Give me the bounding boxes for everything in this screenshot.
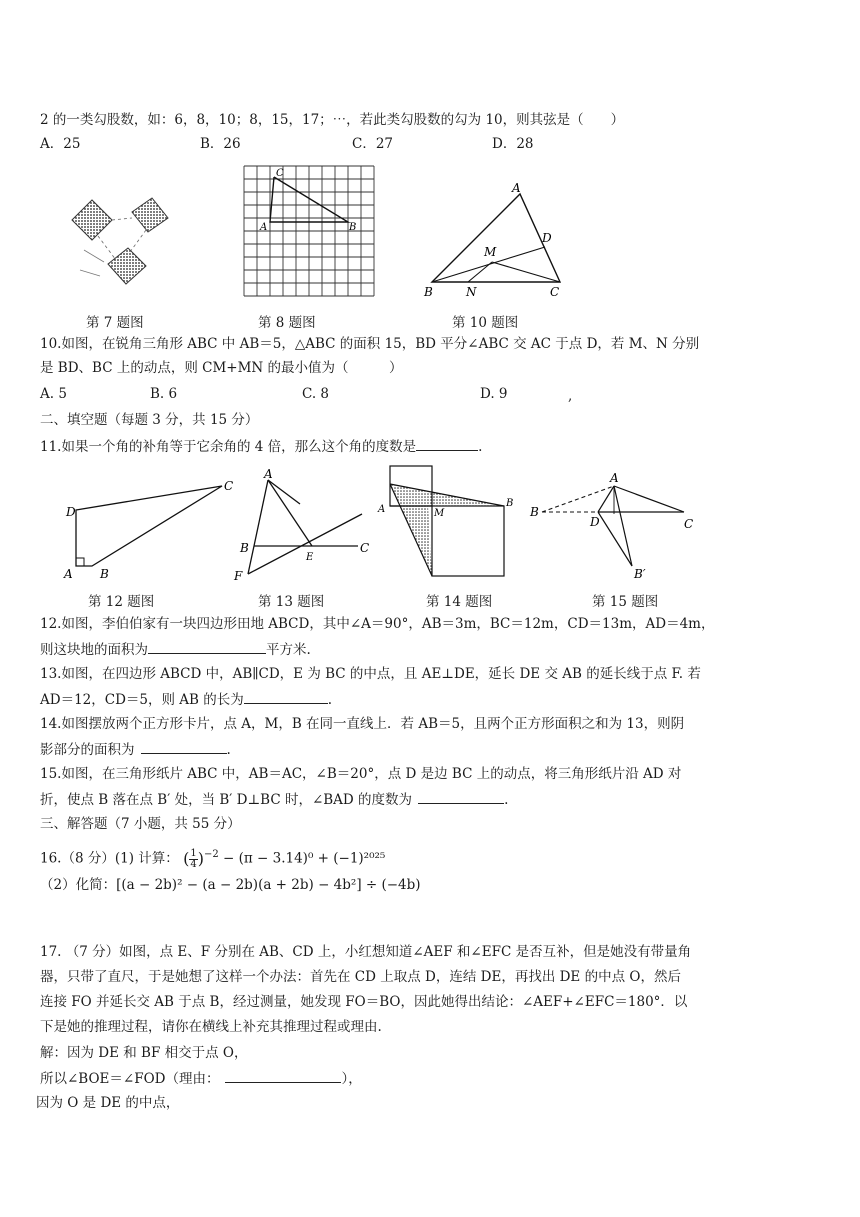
svg-text:A: A xyxy=(64,567,73,581)
section-3-heading: 三、解答题（7 小题，共 55 分） xyxy=(40,816,241,832)
q17-solution-line2: 所以∠BOE＝∠FOD（理由： ）， xyxy=(40,1071,362,1087)
svg-text:M: M xyxy=(434,508,445,519)
q10-option-c: C. 8 xyxy=(302,386,330,402)
q6-option-c: C．27 xyxy=(352,136,394,152)
q13-line1: 13.如图，在四边形 ABCD 中，AB∥CD，E 为 BC 的中点，且 AE⊥DE，延长 DE 交 AB 的延长线于点 F. 若 xyxy=(40,666,701,682)
svg-text:D: D xyxy=(66,505,76,519)
figure-7 xyxy=(60,190,180,300)
q17-solution-line3: 因为 O 是 DE 的中点， xyxy=(36,1095,180,1111)
svg-text:N: N xyxy=(466,285,477,299)
svg-text:C: C xyxy=(550,285,560,299)
fig15-caption: 第 15 题图 xyxy=(592,594,659,610)
fig13-caption: 第 13 题图 xyxy=(258,594,325,610)
svg-text:C: C xyxy=(360,541,370,555)
q12-line2: 则这块地的面积为 平方米. xyxy=(40,642,311,658)
section-2-heading: 二、填空题（每题 3 分，共 15 分） xyxy=(40,412,259,428)
fig7-caption: 第 7 题图 xyxy=(86,315,144,331)
fig7-square-left xyxy=(72,200,112,240)
q15-line1: 15.如图，在三角形纸片 ABC 中，AB＝AC，∠B＝20°，点 D 是边 BC 上的动点，将三角形纸片沿 AD 对 xyxy=(40,766,682,782)
svg-text:A: A xyxy=(264,467,273,481)
fig14-shaded-region xyxy=(390,484,504,576)
fig12-caption: 第 12 题图 xyxy=(88,594,155,610)
q14-line1: 14.如图摆放两个正方形卡片，点 A，M，B 在同一直线上．若 AB＝5，且两个正方形面积之和为 13，则阴 xyxy=(40,716,685,732)
figure-8 xyxy=(240,162,375,300)
fig10-caption: 第 10 题图 xyxy=(452,315,519,331)
q10-option-d: D. 9 xyxy=(480,386,508,402)
svg-text:E: E xyxy=(306,552,314,563)
q6-option-a: A．25 xyxy=(40,136,81,152)
svg-text:F: F xyxy=(234,569,243,583)
svg-text:M: M xyxy=(484,245,497,259)
q16-part2: （2）化简：[(a − 2b)² − (a − 2b)(a + 2b) − 4b²] ÷ (−4b) xyxy=(40,877,421,893)
q11-text: 11.如果一个角的补角等于它余角的 4 倍，那么这个角的度数是 . xyxy=(40,439,483,455)
figure-10 xyxy=(420,180,580,300)
q17-line1: 17. （7 分）如图，点 E、F 分别在 AB、CD 上，小红想知道∠AEF 和∠EFC 是否互补，但是她没有带量角 xyxy=(40,944,692,960)
q6-stem: 2 的一类勾股数，如：6，8，10；8，15，17；⋯，若此类勾股数的勾为 10，则其弦是（ ） xyxy=(40,112,625,128)
fig8-label-c: C xyxy=(276,168,284,179)
q16-part1: 16.（8 分）(1) 计算： ( $\frac{1}{4}$ )$^{-2}$ − (π − 3.14)⁰ + (−1)²⁰²⁵ xyxy=(40,847,386,870)
fig8-caption: 第 8 题图 xyxy=(258,315,316,331)
q13-line2: AD＝12，CD＝5，则 AB 的长为 . xyxy=(40,692,333,708)
q10-option-a: A. 5 xyxy=(40,386,67,402)
svg-text:A: A xyxy=(610,471,619,485)
fig14-caption: 第 14 题图 xyxy=(426,594,493,610)
q10-option-b: B. 6 xyxy=(150,386,178,402)
q6-option-d: D．28 xyxy=(492,136,534,152)
svg-text:D: D xyxy=(590,515,600,529)
q17-line3: 连接 FO 并延长交 AB 于点 B，经过测量，她发现 FO＝BO，因此她得出结论：∠AEF+∠EFC＝180°．以 xyxy=(40,994,688,1010)
svg-text:D: D xyxy=(542,231,552,245)
svg-text:B: B xyxy=(530,505,539,519)
svg-text:B: B xyxy=(424,285,433,299)
fig7-square-bottom xyxy=(108,248,146,284)
fig7-square-right xyxy=(132,198,168,232)
svg-text:B: B xyxy=(506,498,514,509)
fig8-label-a: A xyxy=(260,222,268,233)
q17-line4: 下是她的推理过程，请你在横线上补充其推理过程或理由. xyxy=(40,1019,382,1035)
svg-text:B′: B′ xyxy=(634,567,646,581)
q17-solution-line1: 解：因为 DE 和 BF 相交于点 O， xyxy=(40,1045,248,1061)
svg-text:C: C xyxy=(684,517,694,531)
figure-15 xyxy=(528,470,708,584)
svg-text:A: A xyxy=(512,181,521,195)
svg-text:A: A xyxy=(378,504,386,515)
q12-line1: 12.如图，李伯伯家有一块四边形田地 ABCD，其中∠A＝90°，AB＝3m，BC＝12m，CD＝13m，AD＝4m， xyxy=(40,616,715,632)
svg-text:C: C xyxy=(224,479,234,493)
q17-line2: 器，只带了直尺，于是她想了这样一个办法：首先在 CD 上取点 D，连结 DE，再找出 DE 的中点 O，然后 xyxy=(40,969,681,985)
q14-line2: 影部分的面积为 . xyxy=(40,742,231,758)
fig8-label-b: B xyxy=(349,222,357,233)
figure-14 xyxy=(376,460,518,584)
q15-line2: 折，使点 B 落在点 B′ 处，当 B′ D⊥BC 时，∠BAD 的度数为 . xyxy=(40,792,509,808)
svg-text:B: B xyxy=(240,541,249,555)
q10-line1: 10.如图，在锐角三角形 ABC 中 AB＝5，△ABC 的面积 15，BD 平分∠ABC 交 AC 于点 D，若 M、N 分别 xyxy=(40,336,700,352)
svg-text:B: B xyxy=(100,567,109,581)
figure-12 xyxy=(58,474,248,584)
q6-option-b: B．26 xyxy=(200,136,241,152)
figure-13 xyxy=(230,466,380,584)
q10-line2: 是 BD、BC 上的动点，则 CM+MN 的最小值为（ ） xyxy=(40,360,403,376)
